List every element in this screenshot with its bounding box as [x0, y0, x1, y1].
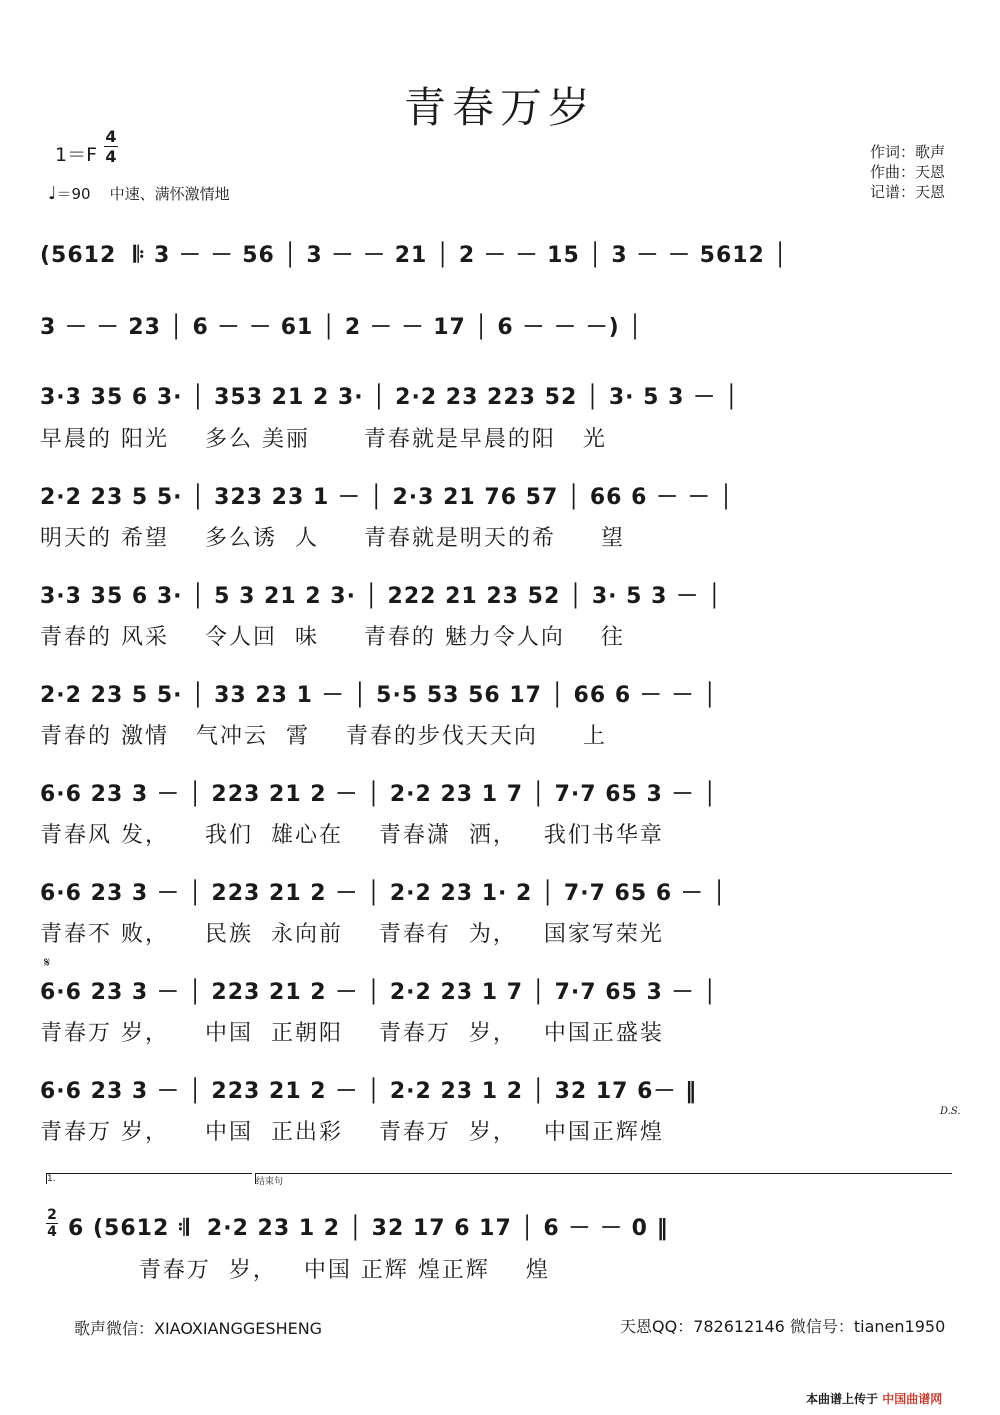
lyrics-line: 青春不 败， 民族 永向前 青春有 为， 国家写荣光	[40, 922, 664, 947]
final-time-signature-top: 2	[47, 1207, 57, 1223]
ending-bracket	[255, 1173, 952, 1187]
score-system-7	[40, 777, 960, 819]
score-system-5	[40, 579, 960, 621]
lyrics-line: 青春的 风采 令人回 味 青春的 魅力令人向 往	[40, 625, 625, 650]
score-system-1	[40, 238, 960, 280]
score-system-4	[40, 480, 960, 522]
lyrics-line: 明天的 希望 多么诱 人 青春就是明天的希 望	[40, 526, 625, 551]
song-title: 青春万岁	[403, 83, 596, 132]
notation-line: (5612 𝄆 3 － － 56 │ 3 － － 21 │ 2 － － 15 │ 3 － － 5612 │	[40, 243, 788, 268]
volta-first-ending	[46, 1173, 252, 1184]
composer: 作曲：天恩	[870, 163, 946, 181]
score-system-9	[40, 975, 960, 1017]
time-signature	[104, 128, 118, 165]
tempo-expression: 中速、满怀激情地	[109, 185, 230, 203]
time-signature-bottom: 4	[105, 147, 117, 166]
notation-line: 6 (5612 𝄇 2·2 23 1 2 │ 32 17 6 17 │ 6 － － 0 ‖	[68, 1216, 669, 1241]
volta-label: 1.	[47, 1174, 56, 1184]
footer-contact-right: 天恩QQ：782612146 微信号：tianen1950	[620, 1317, 946, 1336]
score-system-2	[40, 310, 960, 352]
transcriber: 记谱：天恩	[870, 183, 946, 201]
score-system-10	[40, 1074, 960, 1116]
lyrics-line: 青春的 激情 气冲云 霄 青春的步伐天天向 上	[40, 724, 607, 749]
lyrics-line: 青春万 岁， 中国 正辉 煌正辉 煌	[40, 1258, 550, 1283]
lyrics-line: 青春万 岁， 中国 正朝阳 青春万 岁， 中国正盛装	[40, 1021, 664, 1046]
footer-contact-left: 歌声微信：XIAOXIANGGESHENG	[74, 1319, 323, 1338]
lyrics-line: 早晨的 阳光 多么 美丽 青春就是早晨的阳 光	[40, 427, 607, 452]
score-system-8	[40, 876, 960, 918]
segno-icon: 𝄋	[44, 955, 51, 971]
lyrics-line: 青春风 发， 我们 雄心在 青春潇 洒， 我们书华章	[40, 823, 664, 848]
time-signature-top: 4	[105, 127, 117, 146]
notation-line: 6·6 23 3 － │ 223 21 2 － │ 2·2 23 1· 2 │ 7·7 65 6 － │	[40, 881, 727, 906]
final-time-signature-bottom: 4	[47, 1224, 57, 1240]
dal-segno-marking: D.S.	[940, 1106, 961, 1117]
quarter-note-icon: ♩	[48, 183, 57, 204]
ending-label: 结束句	[256, 1177, 284, 1187]
site-logo: 中国曲谱网	[882, 1392, 943, 1406]
score-system-6	[40, 678, 960, 720]
key-signature: 1＝F	[55, 144, 98, 166]
notation-line: 3·3 35 6 3· │ 353 21 2 3· │ 2·2 23 223 52 │ 3· 5 3 － │	[40, 385, 739, 410]
final-time-signature	[46, 1208, 58, 1239]
notation-line: 2·2 23 5 5· │ 323 23 1 － │ 2·3 21 76 57 │ 66 6 － － │	[40, 485, 734, 510]
lyricist: 作词：歌声	[870, 143, 946, 161]
notation-line: 6·6 23 3 － │ 223 21 2 － │ 2·2 23 1 7 │ 7·7 65 3 － │	[40, 782, 718, 807]
upload-credit	[806, 1390, 942, 1407]
credits	[870, 142, 945, 202]
upload-prefix: 本曲谱上传于	[806, 1392, 879, 1406]
tempo-bpm: ＝90	[56, 185, 91, 203]
notation-line: 3 － － 23 │ 6 － － 61 │ 2 － － 17 │ 6 － － －) │	[40, 315, 643, 340]
tempo-marking	[48, 183, 230, 204]
notation-line: 6·6 23 3 － │ 223 21 2 － │ 2·2 23 1 2 │ 32 17 6－ ‖	[40, 1079, 698, 1104]
lyrics-line: 青春万 岁， 中国 正出彩 青春万 岁， 中国正辉煌	[40, 1120, 664, 1145]
notation-line: 3·3 35 6 3· │ 5 3 21 2 3· │ 222 21 23 52 │ 3· 5 3 － │	[40, 584, 722, 609]
score-system-3	[40, 380, 960, 422]
notation-line: 2·2 23 5 5· │ 33 23 1 － │ 5·5 53 56 17 │ 66 6 － － │	[40, 683, 718, 708]
notation-line: 6·6 23 3 － │ 223 21 2 － │ 2·2 23 1 7 │ 7·7 65 3 － │	[40, 980, 718, 1005]
score-system-11	[68, 1211, 958, 1253]
